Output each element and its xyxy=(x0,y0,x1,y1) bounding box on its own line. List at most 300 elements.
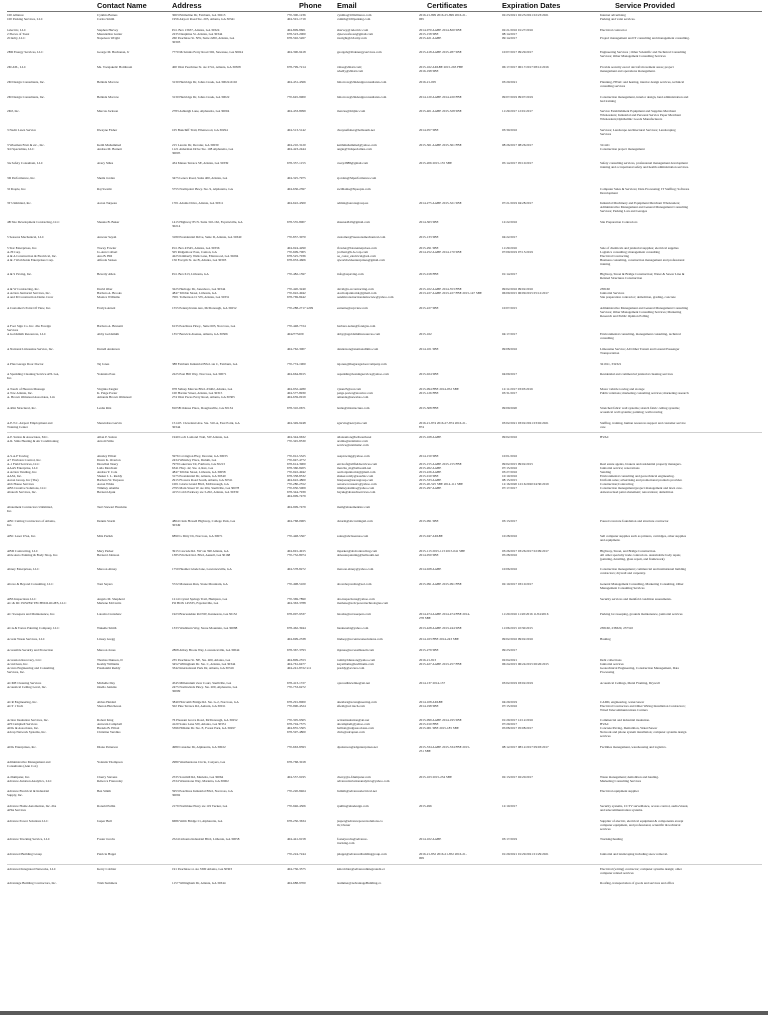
cell-contact: Taj Jones xyxy=(97,361,110,366)
cell-cert: 2014-028 AABE xyxy=(419,567,442,572)
cell-cert: 2015-206 2015-155 SBE xyxy=(419,161,452,166)
cell-exp: 01/29/2017 12/12/2016 07/29/2017 05/08/2017 05/08/2017 xyxy=(502,718,533,731)
cell-address: 1940 Loch Lomond Trail, SW Atlanta, GA xyxy=(172,435,229,440)
cell-email: earnette@acpview.com xyxy=(337,305,368,310)
cell-contact: Leslie Ritz xyxy=(97,405,112,410)
cell-phone: 404-809-2553 404-761-6477 404-241-8722 x11 xyxy=(287,658,312,671)
cell-email: asparklingcleaningservice@yahoo.com xyxy=(337,372,389,377)
cell-exp: 10/28/2016 xyxy=(502,534,518,538)
cell-cert: 2015-099 AABE 2014-195 SBE 2015-010 FBE 2015-001 SBE 2015-185 SBE xyxy=(419,718,462,731)
cell-exp: 01/14/2017 xyxy=(502,272,518,277)
cell-exp: 04/17/2017 xyxy=(502,332,518,337)
cell-contact: Diana Patterson xyxy=(97,745,118,750)
cell-phone: 404-210-3120 404-423-2444 xyxy=(287,142,306,151)
cell-address: P.O. Box 13637, Atlanta, GA 30324 2235 Dauphine St. Atlanta, GA 30344 260 Peachtree St. NW, Suite 2200, Atlanta, GA 30303 xyxy=(172,27,235,44)
cell-address: 2225 East Hill Way, Norcross, GA 30071 xyxy=(172,372,227,377)
cell-phone: 404-513-5142 xyxy=(287,127,306,132)
cell-address: 6686 Webb Bridge Ct, Alpharetta, GA xyxy=(172,818,223,823)
cell-contact: Barbara A. Brunetti Abby Goldsmith xyxy=(97,324,123,337)
cell-exp: 11/29/2016 07/09/2019 07/15/2019 xyxy=(502,245,533,254)
cell-contact: Trish Summers xyxy=(97,881,118,886)
cell-company: 3 Wiseman Fruit & etc., Inc. 3rd Specialties, LLC xyxy=(7,142,45,151)
cell-cert: 2014-101 SBE xyxy=(419,347,439,351)
cell-company: Above & Beyond Consulting, LLC xyxy=(7,582,54,587)
cell-company: A.E.T.C. Airport Employment and Training Center xyxy=(7,420,53,429)
cell-phone: 404-325-7975 xyxy=(287,176,306,180)
cell-phone: 404-664-8015 xyxy=(287,372,306,377)
cell-contact: Patricia Happi xyxy=(97,852,116,856)
cell-address: 4864 Clark Howell Highway, College Park, GA 30349 xyxy=(172,519,236,528)
cell-service: Poured concrete foundation and structure contractor xyxy=(600,519,669,524)
cell-email: phappi@advancedbuildinggroup.com xyxy=(337,852,387,856)
cell-exp: 02/21/2016 01/27/2016 08/14/2017 09/14/2017 xyxy=(502,27,533,40)
cell-exp: 10/01/2016 09/02/2015 09/02/2015 07/15/2016 03/27/2016 10/10/2016 08/15/2015 12/16/2020 12/16/2020 04/30/2019 07/17/2017 xyxy=(502,453,549,490)
cell-contact: George M. Buchanan, Jr xyxy=(97,50,130,55)
cell-exp: 03/17/2019 xyxy=(502,837,518,842)
cell-company: 4B Site Development Contracting, LLC xyxy=(7,220,60,225)
table-header xyxy=(7,1,762,10)
cell-address: 235 Peachtree St. NE, Ste. 400, Atlanta, GA 3452 Willingham Dr. Ste. C, Atlanta, GA 30344 3342 International Park Dr, Atlanta, GA 30316 xyxy=(172,658,236,671)
cell-contact: Shauna B. Baker xyxy=(97,220,120,225)
cell-contact: Beverly Allen xyxy=(97,272,116,277)
cell-service: Hauling xyxy=(600,636,611,641)
cell-contact: Darrell Anderson xyxy=(97,347,120,351)
cell-address: 1750 Heather Glade lane, Lawrenceville, GA xyxy=(172,567,232,572)
cell-address: 105 Bunchiff Trail, Ellenwood, GA 30294 xyxy=(172,127,228,132)
cell-phone: 404-762-3007 xyxy=(287,347,306,351)
cell-email: sales@abclaserusa.com xyxy=(337,534,369,538)
cell-phone: 404-691-4915 770-732-8074 xyxy=(287,548,306,557)
cell-service: Electrical contractor Project management and IT consulting and management consulting. xyxy=(600,27,690,40)
cell-phone: 770-645-9900 xyxy=(287,94,306,99)
cell-exp: 04/09/2017 xyxy=(502,372,518,377)
cell-phone: 770-498-5100 xyxy=(287,582,306,587)
cell-address: 3225 Heritage Dr, Jonesboro, GA 30344 4847 Tribble Street, Lithonia, GA 7001 Tolbertson Ct SW, Atlanta, GA 30331 xyxy=(172,286,230,299)
cell-service: Stretched fabric wall systems; stretch fabric ceiling systems; acoustical wall systems; painting; wallcovering xyxy=(600,405,680,414)
cell-exp: 02/10/2017 03/10/2017 xyxy=(502,582,533,587)
cell-phone: 678-367-3793 xyxy=(287,647,306,652)
cell-address: 1333 Washburn Way, Stone Mountain, GA 30088 xyxy=(172,626,238,631)
cell-exp: 09/02/2016 09/02/2016 xyxy=(502,636,533,641)
cell-email: abs.inspections@yahoo.com marlene@acdcpowertechnologies.com xyxy=(337,596,389,605)
cell-exp: 10/06/2016 xyxy=(502,567,518,572)
cell-email: bmorrow@2mdesignconsultants.com xyxy=(337,94,387,99)
cell-email: info@aspaving.com xyxy=(337,272,364,277)
cell-exp: 05/14/2017 05/10/2017 xyxy=(502,161,533,166)
cell-email: tsummer@AdvantageBuilding.co xyxy=(337,881,382,886)
cell-email: vjzan23@aol.com paige.porter@atowinc.com amanda@newsbao.com xyxy=(337,387,373,400)
cell-contact: Marcus Jackson xyxy=(97,109,119,114)
cell-service: 238160, 238320, 237310 xyxy=(600,626,633,631)
vendor-table xyxy=(0,13,768,1011)
cell-service: Computer Sales & Services; Data Processing; IT Staffing; Software Development xyxy=(600,186,690,195)
cell-service: Electrical (wiring) contractor; computer systems design; other computer related services xyxy=(600,866,682,875)
cell-contact: Evelyn Arnett xyxy=(97,305,116,310)
cell-company: ABD Contracting, LLC Able Auto Painting & Body Shop, Inc. xyxy=(7,548,59,557)
cell-service: 238160 Janitorial Services Site preparation contractor; demolition, grading, concrete xyxy=(600,286,676,299)
cell-contact: Jasper Bull xyxy=(97,818,112,823)
cell-cert: 2014-163 FBE 2014-243 SBE xyxy=(419,636,459,641)
cell-contact: Cherry Stevens Rebecca Franceday xyxy=(97,774,123,783)
cell-company: A Customer's Point Of View, Inc. xyxy=(7,305,51,310)
cell-email: latosha@acsweepers.com xyxy=(337,611,371,616)
cell-company: 3T Unlimited, Inc. xyxy=(7,201,32,206)
cell-email: cherry@a-fdumpster.com advancedaviationanalytics@yahoo.com xyxy=(337,774,390,783)
cell-email: shauna4619@gmail.com xyxy=(337,220,370,225)
cell-email: dwaynefisher@bellsouth.net xyxy=(337,127,375,132)
cell-exp: 12/10/2017 xyxy=(502,803,518,808)
cell-contact: Ben Smith xyxy=(97,789,112,794)
cell-email: jasper@advancepowersolutions.co m; Owner xyxy=(337,818,383,827)
cell-company: 2MJ, Inc. xyxy=(7,109,20,114)
cell-company: Advanced Integrated Networks, LLC xyxy=(7,866,57,871)
cell-address: 978 Sidney Marcus Blvd. #3402, Atlanta, GA 100 Harrier Street, Atlanta, GA 30315 274 West Paces Ferry Road, Atlanta, GA 30305 xyxy=(172,387,235,400)
cell-company: Abatement Contractors Unlimited, Inc. xyxy=(7,504,53,513)
cell-email: tommy2dunson@yahoo.com kayeillams@kwilliams.com preddy@accura.com xyxy=(337,658,376,671)
cell-company: Advance Power Solutions LLC xyxy=(7,818,49,823)
cell-email: actioninsulation@att.net ahcampbell@yahoo.com belliott@adgassociates.com chris@adcapnet.com xyxy=(337,718,374,735)
cell-exp: 08/12/2017 08/12/2017 09/03/2017 xyxy=(502,745,549,750)
cell-service: Construction management, interior design, land administration and bed training xyxy=(600,94,689,103)
cell-company: 1electric, LLC 2 Pieces of Toast 2Clarity, LLC xyxy=(7,27,30,40)
cell-exp: 11/06/2015 10/30/2015 xyxy=(502,626,533,631)
cell-company: A & S Paving, Inc. xyxy=(7,272,32,277)
cell-service: CADD, engineering, water/sewer Electrical Contractors and Other Wiring Installation Contractors; Wired Telecommunications Carriers xyxy=(600,699,686,712)
cell-contact: Ronald Pullin xyxy=(97,803,116,808)
cell-contact: Maroon Abney xyxy=(97,567,117,572)
cell-phone: 678-768-3018 xyxy=(287,759,306,764)
cell-company: Abney Enterprises, LLC xyxy=(7,567,40,572)
cell-company: A-Ritz Structural, Inc. xyxy=(7,405,37,410)
cell-phone: 770-774-1900 xyxy=(287,361,306,366)
cell-contact: Michelle Day Onello Jenkins xyxy=(97,681,117,689)
cell-company: Action Insulation Services, Inc. AH Campbell Services ADG & Associates, Inc. Adcap Network Systems, Inc. xyxy=(7,718,49,735)
header-expiration: Expiration Dates xyxy=(502,1,561,10)
cell-exp: 09/08/2016 xyxy=(502,347,518,351)
cell-phone: 678-413-1727 770-753-6272 xyxy=(287,681,306,689)
cell-address: 2783 Ashleigh Lane, Alpharetta, GA 30004 xyxy=(172,109,230,114)
cell-exp: 09/02/2016 xyxy=(502,435,518,440)
cell-address: 3130 Hartridge Dr, Johns Creek, GA 30022-6102 xyxy=(172,79,238,84)
cell-service: Electrical equipment supplier xyxy=(600,789,639,794)
cell-email: allansutton@bellsouth.net arsims@arsimsinc.com service@arsimsinc.com xyxy=(337,435,372,448)
header-email: Email xyxy=(337,1,357,10)
cell-address: 3130 Hartridge Dr, Johns Creek, GA 30022 xyxy=(172,94,230,99)
cell-exp: 02/04/2021 06/24/2015 06/24/2015 06/26/2015 xyxy=(502,658,549,667)
cell-company: Accessible Security and Protection xyxy=(7,647,54,652)
cell-cert: 2016-21-852 2016-21-852 2016-21- 009 xyxy=(419,852,467,860)
cell-cert: 2015-496 xyxy=(419,803,432,808)
cell-email: asaptowing@yahoo.com envisoft@allfieldservices.com merchu_m@bellsouth.net aactionjanitorial@gmail.com shaker.reddy@aas2inc.com bturpeau@aarongroup.com aaronwcconsenv@yahoo.com timmeyalamba@yahoo.com bayuk@abatechservices.com xyxy=(337,453,378,494)
cell-email: vmsa@2matl.com; wkelly@2matl.com xyxy=(337,65,364,74)
cell-service: Planning, HVAC and heating, interior design services, technical consulting services xyxy=(600,79,685,88)
cell-phone: 404-932-4280 404-577-8930 404-659-0919 xyxy=(287,387,306,400)
cell-company: ABC Cutting Contractors of Atlanta, Inc. xyxy=(7,519,56,528)
cell-contact: Ms. Vozajakelic Boldinoni xyxy=(97,65,133,70)
cell-phone: 404-809-8601 678-523-2000 678-592-5267 xyxy=(287,27,306,40)
cell-address: 1415 Highway 85 N. Suite 310-162, Fayetteville, GA 30214 xyxy=(172,220,243,229)
cell-phone: 678-462-3944 xyxy=(287,626,306,631)
cell-cert: 2015-162 xyxy=(419,332,432,337)
cell-cert: 2016-21-899 2016-25-899 2016-21- 065 xyxy=(419,13,467,21)
cell-contact: Linsey Gregg xyxy=(97,636,116,641)
cell-address: 2868 Abbey Brook Way, Lawrenceville, GA 30044 xyxy=(172,647,240,652)
cell-cert: 2014-275 AABE 2015-321 SBE xyxy=(419,201,462,206)
cell-contact: Kerry Cobbler xyxy=(97,866,117,871)
cell-company: ADG Enterprises, Inc. xyxy=(7,745,37,750)
cell-address: 2524 Lithonia Industrial Blvd, Lithonia, GA 30058 xyxy=(172,837,240,842)
cell-phone: 678-250-3634 xyxy=(287,818,306,823)
cell-email: barbara.nolan@foreigns.com abby@agoldsmithresources.com xyxy=(337,324,381,337)
cell-email: avery2888@gmail.com xyxy=(337,161,368,166)
cell-address: 3915 Cascade Rd. SW ste 390 Atlanta, GA 1385 Fritchett Ind. Blvd, Austell, GA 30168 xyxy=(172,548,231,557)
cell-company: ABC Laser USA, Inc. xyxy=(7,534,37,538)
cell-email: kmcobbler@advancedintegratedn et xyxy=(337,866,385,871)
cell-contact: David Ober Barbara A. Brooks Monica Williams xyxy=(97,286,122,299)
cell-email: mail@abatementinc.com xyxy=(337,504,370,509)
cell-email: ojacoudhiewline@att.net xyxy=(337,681,370,685)
cell-exp: 02/23/2021 02/23/2021 02/23/2021 xyxy=(502,13,549,17)
cell-phone: 404-349-9248 xyxy=(287,420,306,425)
cell-service: Security services and manifold condition assessments. xyxy=(600,596,672,601)
cell-address: 7770 McGinnis Ferry Road 302, Suwanee, GA 30024 xyxy=(172,50,243,55)
cell-email: fosterjacobs@advance- trucking.com xyxy=(337,837,368,846)
cell-cert: 2015-091 SBE xyxy=(419,519,439,524)
cell-email: mjones@accessiblesell.com xyxy=(337,647,375,652)
cell-email: businessbi@yahoo.com xyxy=(337,626,369,631)
cell-company: A Plus Garage Door Doctor xyxy=(7,361,44,366)
cell-contact: Raj Swami xyxy=(97,186,112,191)
cell-service: Acoustical Ceilings, Metal Framing, Drywall xyxy=(600,681,660,685)
cell-email: leslie@ritzstructure.com xyxy=(337,405,370,410)
cell-address: 388 Fairburn Industrial Blvd. ste C, Fairburn, GA xyxy=(172,361,238,366)
cell-cert: 2015-162 APABE 2015-263 FBE 2016-198 SBE xyxy=(419,65,464,74)
cell-cert: 2014-363 SBE xyxy=(419,220,439,225)
cell-phone: 404-441-9158 xyxy=(287,837,306,842)
cell-service: Environmental consulting, management consulting, technical consulting xyxy=(600,332,681,341)
cell-company: A-Dumpster, Inc. Advance Aviation Analytics, LLC xyxy=(7,774,52,783)
cell-cert: 2015-094 FBE 2014-052 SBE 2015-126 FBE xyxy=(419,387,459,396)
cell-address: 2535 Sawmill Rd, Marietta, GA 30064 2534 Waterstone Way, Marietta, GA 30062 xyxy=(172,774,229,783)
cell-cert: 2015-168 AABE xyxy=(419,435,442,440)
cell-service: Staffing, training, human resources support and customer service care xyxy=(600,420,686,429)
cell-company: A & W Contracting, Inc. A Action Janitorial Services, Inc. A and M Construction Demo Crew xyxy=(7,286,54,299)
cell-phone: 770-224-7244 xyxy=(287,852,306,856)
cell-contact: Belinda Morrow xyxy=(97,94,119,99)
cell-phone: 404-557-9195 xyxy=(287,774,306,779)
cell-contact: Abbas Heidari Sharon Hutcheson xyxy=(97,699,122,708)
cell-company: A Touch of Heaven Massage A Tow Atlanta, Inc. A. Brown Olmstead Associates, Ltd. xyxy=(7,387,56,400)
cell-service: Provide security escort aircraft movement areas; project management and operations management. xyxy=(600,65,674,74)
cell-service: 311421 Construction project management xyxy=(600,142,645,151)
cell-company: 5 Seasons Mechanical, LLC xyxy=(7,234,45,239)
cell-phone: 404-578-8272 xyxy=(287,567,306,572)
cell-phone: 770-305-9305 678-704-7575 404-855-5505 678-597-4800 xyxy=(287,718,306,735)
cell-contact: Anwaar Seyah xyxy=(97,234,117,239)
cell-cert: 2014-102 AABE xyxy=(419,837,442,842)
cell-service: Highway, Street, and Bridge Construction. All other specialty trade contractors. Automobile body repair, (painting, detailing, glass repair, and framework) xyxy=(600,548,682,561)
cell-cert: 2015-418 AABE 2015-287 SBE xyxy=(419,50,462,55)
cell-company: A.P. Sutton & Associates, M.C. A.R. Sims Heating & Air Conditioning xyxy=(7,435,59,444)
cell-company: ACME Cleaning Services Acoustical Ceiling Level, Inc. xyxy=(7,681,47,689)
cell-service: Waste management; demolition and hauling. Marketing Consulting Services xyxy=(600,774,659,783)
cell-address: 1701 Adams Drive, Atlanta, GA 30311 xyxy=(172,201,224,206)
cell-exp: 01/29/2021 01/29/2021 01/29/2021 xyxy=(502,852,549,856)
header-contact: Contact Name xyxy=(97,1,147,10)
cell-email: danderson@anationallimo.com xyxy=(337,347,379,351)
cell-contact: Tracey Fowler Jo-Ann Colbert Ana B. Hill Alfreda Stokes xyxy=(97,245,118,262)
cell-company: A.S.A.P Towing A+ Envision Control, Inc. A-1 Field Services, LLC AAAS Enterprise, LLC A Action Vending, Inc. AAS2, Inc. Aaron Group, Inc (The) Abb House Services ABS Creative Solutions, LLC Abatech Services, Inc. xyxy=(7,453,47,494)
cell-email: tajones@thegaragedoorcompany.com xyxy=(337,361,387,366)
cell-phone: 678-007-9337 xyxy=(287,611,306,616)
next-page-edge xyxy=(0,1015,768,1024)
cell-contact: Aaron Turpeau xyxy=(97,201,117,206)
cell-company: 100 Alliance 100 Parking Services, LLC xyxy=(7,13,43,21)
cell-company: 3I People, Inc. xyxy=(7,186,27,191)
cell-phone: 404-390-9418 xyxy=(287,50,306,55)
cell-cert: 2015-279 SBE xyxy=(419,647,439,652)
cell-email: david@a-wcontracting.com Aactionjanitorial@gmail.com aandmconstructiondemocrew@yahoo.com xyxy=(337,286,394,299)
cell-address: 400 West Peachtree St. ste 2741, Atlanta, GA 30308 xyxy=(172,65,241,70)
cell-phone: 404-699-2338 xyxy=(287,636,306,641)
cell-address: 1514 E. Cleveland Ave. Ste. 310-A, East Point, GA 30344 xyxy=(172,420,240,429)
cell-phone: 770-420-3240 770-922-4942 678-769-8442 xyxy=(287,286,306,299)
cell-cert: 2015-163 2015-234 SBE xyxy=(419,774,452,779)
cell-contact: Robert King Antwain Campbell Brenda B. Elliott Christine Verslius xyxy=(97,718,122,735)
cell-email: lindsey@accentwasteolutions.com xyxy=(337,636,383,641)
cell-contact: Keith Muhammed Andrea M. Barnett xyxy=(97,142,122,151)
cell-company: 2M ATL, LLC xyxy=(7,65,27,70)
cell-company: 3D Performance, Inc. xyxy=(7,176,36,180)
cell-company: A Foot Sign Co. Inc. dba Foreign Services A Goldsmith Resources, LLC xyxy=(7,324,51,337)
cell-service: Janitorial and landscaping including snow removal. xyxy=(600,852,668,856)
cell-email: tfowler@5starenterprises.com jcolbert@h-h-corp.com aa_const_electrical@aol.com ajworldwideenterprises@gmail.com xyxy=(337,245,385,262)
cell-service: Internet advertising Parking and valet services. xyxy=(600,13,636,21)
cell-phone: 678-799-7214 xyxy=(287,65,306,70)
cell-phone: 404-433-8099 xyxy=(287,109,306,114)
cell-address: P.O. Box 613, Lithonia, GA xyxy=(172,272,209,277)
cell-company: Advantage Building Contractors, Inc. xyxy=(7,881,57,886)
cell-company: 3A Safety Consultant, LLC xyxy=(7,161,44,166)
cell-address: 1157 Willingham Dr, Atlanta, GA 30344 xyxy=(172,881,226,886)
cell-address: 5755 Northpoint Pkwy. Ste. 9, Alpharetta, GA xyxy=(172,186,233,191)
cell-company: Administrative Management and Consultants (Ann Cox) xyxy=(7,759,51,768)
cell-exp: 09/09/2020 xyxy=(502,405,518,410)
cell-cert: 2015-334 AABE 2015-334 FBE 2015- 251 SBE xyxy=(419,745,471,754)
cell-company: Advance Trucking Service, LLC xyxy=(7,837,51,842)
cell-service: Residential and commercial janitorial cleaning services xyxy=(600,372,673,377)
cell-contact: Cynthia Barnes Carlos Smith xyxy=(97,13,118,21)
cell-address: 5953 Peachtree Industrial Blvd, Norcross, GA 30092 xyxy=(172,789,233,798)
section-divider xyxy=(7,432,762,433)
cell-company: AC Sweepers and Maintenance, Inc. xyxy=(7,611,56,616)
cell-cert: 2015-047 APABE xyxy=(419,534,443,538)
cell-company: 2BD Energy Services, LLC xyxy=(7,50,44,55)
cell-address: 6135 Peachtree Pkwy., Suite 603, Norcross, GA 1357 Berwick Avenue, Atlanta, GA 30306 xyxy=(172,324,236,337)
cell-phone: 770-912-5325 770-947-4772 678-614-3900 678-360-8205 770-922-4942 678-358-8532 404-622-4800 770-280-2552 770-950-5009 678-344-7939 404-909-7479 xyxy=(287,453,306,498)
cell-phone: 404-622-4300 xyxy=(287,201,306,206)
section-divider xyxy=(7,864,762,865)
cell-cert: 2014-137 2014-137 xyxy=(419,681,446,685)
cell-service: Security systems, CCTV surveillance, access control, audio/visual, and telecommunication systems. xyxy=(600,803,689,812)
cell-address: 191 Peachtree st. ste 3300 Atlanta, GA 30303 xyxy=(172,866,232,871)
cell-address: 434 Manes Terrace SE, Atlanta, GA 30339 xyxy=(172,161,229,166)
cell-email: aheidari@acrengineering.com sfield@act1tech.com xyxy=(337,699,377,708)
cell-email: swilliams@3ipeople.com xyxy=(337,186,371,191)
cell-email: sjordan@3dperformance.com xyxy=(337,176,377,180)
cell-contact: Dennis Storm xyxy=(97,519,116,524)
cell-service: Commercial and industrial insulation. HVAC Concrete/Paving, Demolition, Water/Sewer Network and phone system installation; computer systems design services xyxy=(600,718,687,739)
cell-service: Industrial Machinery and Equipment Merchant Wholesalers; Administrative Management and General Management Consulting Services; Parking Lots and Garages xyxy=(600,201,688,214)
cell-cert: 2015-361 AABE 2015-361 FBE xyxy=(419,142,462,147)
cell-service: Trucking/hauling xyxy=(600,837,623,842)
cell-cert: 2014-150 SBE 2015-155 AABE 2015-155 FBE 2015-262 AABE 2013-226 AABE 2015-010 SBE 2015-333 AABE 2015-20-525 SBE 2014-111 SBE 2015-297 AABE xyxy=(419,453,463,490)
cell-address: 4980 Canadae Dr, Alpharetta, GA 30022 xyxy=(172,745,226,750)
cell-contact: Stephen Harvey Maundellon Gutter Napoleon Wright xyxy=(97,27,123,40)
cell-cert: 2015-113 2015-113 2015-041 SBE 2014-050 SBE xyxy=(419,548,466,557)
cell-address: 5722 Manassas Run, Stone Mountain, GA xyxy=(172,582,228,587)
cell-phone: 770-663-8393 xyxy=(287,745,306,750)
cell-phone: 770-448-7724 4042775209 xyxy=(287,324,306,337)
cell-contact: Wakeile Smith xyxy=(97,626,117,631)
cell-cert: 2015-018 FBE xyxy=(419,272,439,277)
cell-service: Sale of chemicals and janitorial supplies; electrical supplies Logistics consulting; management consulting Electrical Contracting Business consulting, construction management and professional training xyxy=(600,245,685,266)
cell-company: Advance Home Automation, Inc. dba AHA Services xyxy=(7,803,57,812)
cell-service: Roofing, transportation of goods and services and office xyxy=(600,881,675,886)
cell-email: dpatterson@adgenterprises.net xyxy=(337,745,378,750)
cell-phone: 404-909-7479 xyxy=(287,504,306,509)
cell-email: mparker@abdcontracting.com ableautopainting@bellsouth.net xyxy=(337,548,379,557)
cell-cert: 2015-227 SBE xyxy=(419,305,439,310)
cell-service: Parking lot sweeping, grounds maintenance, janitorial services xyxy=(600,611,683,616)
cell-phone: 678-357-1153 xyxy=(287,161,306,166)
cell-address: 5976 Covington Hwy, Decatur, GA 30035 2434 Whistley Place, Duluth, GA 7979 Lakeview Dr, Fairburn, GA 30213 6341 Hwy. 42, Ste. 4, Rex, GA 4847 Tribble Street, Lithonia, GA 30058 3175 Presidential Dr, Atlanta, GA 30340 2915 Flowers Road South, Atlanta, GA 30311 1001 Gloria Grand Blvd, McDonough, GA 2795 Main Street W. ste 204, Snellville, GA 30078 4155 Cobb Parkway ste 3-202, Atlanta, GA 30339 xyxy=(172,453,240,494)
cell-phone: 404-768-0965 xyxy=(287,519,306,524)
cell-service: 321911, 332321 xyxy=(600,361,622,366)
cell-phone: 404-736-3575 xyxy=(287,866,306,871)
cell-email: abovebeyondtsr@aol.com xyxy=(337,582,372,587)
cell-cert: 2016-21-813 2015-427 AABE 2013-257 FBE xyxy=(419,658,462,667)
cell-company: Advance Electrical & Industrial Supply, Inc. xyxy=(7,789,50,798)
cell-contact: Yolanda Thompson xyxy=(97,759,123,764)
cell-company: ACA & Torres Painting Company, LLC xyxy=(7,626,60,631)
cell-email: admin@aaronsgroup.us xyxy=(337,201,369,206)
cell-service: HVAC xyxy=(600,435,609,440)
cell-service: Debt collections Janitorial services Geotechnical Engineering, Construction Management, Data Processing xyxy=(600,658,679,675)
cell-phone: 404-688-9700 xyxy=(287,881,306,886)
cell-cert: 2014-474 AABE 2014-474 FBE 2014- 278 SBE xyxy=(419,611,471,620)
cell-company: 3 Nadir Lawn Service xyxy=(7,127,37,132)
cell-exp: 02/13/2017 02/20/2017 xyxy=(502,774,533,779)
cell-phone: 770-946-4506 xyxy=(287,803,306,808)
cell-exp: 12/22/2016 xyxy=(502,220,518,225)
cell-company: 2M Design Consultants, Inc. xyxy=(7,79,45,84)
cell-email: cynthia@100alliance.com csmith@100parking.com xyxy=(337,13,372,21)
cell-email: dstorm@abccuttingatl.com xyxy=(337,519,373,524)
cell-contact: Angelo M. Shepherd Marlene McCurtis xyxy=(97,596,125,605)
cell-address: 2980 Weatherstone Circle, Conyers, GA xyxy=(172,759,226,764)
cell-email: rpullin@ahadesign.com xyxy=(337,803,369,808)
cell-exp: 07/21/2019 04/28/2017 xyxy=(502,201,533,206)
cell-phone: 770-220-8464 xyxy=(287,789,306,794)
cell-contact: Maroon Jones xyxy=(97,647,116,652)
cell-address: 1923 Bruceandale Rd NW, Kennesaw, GA 30152 xyxy=(172,611,238,616)
header-certificates: Certificates xyxy=(427,1,468,10)
cell-service: Site Preparation Contractors xyxy=(600,220,638,225)
cell-address: 2179 Northlake Pkwy ste 119 Tucker, GA xyxy=(172,803,228,808)
cell-service: Motor vehicle towing and storage Public relations; marketing consulting services; marketing research xyxy=(600,387,689,396)
cell-cert: 2014-070 AABE 2014-820 SBE 2015-158 SBE 2015-421 AABE xyxy=(419,27,462,40)
